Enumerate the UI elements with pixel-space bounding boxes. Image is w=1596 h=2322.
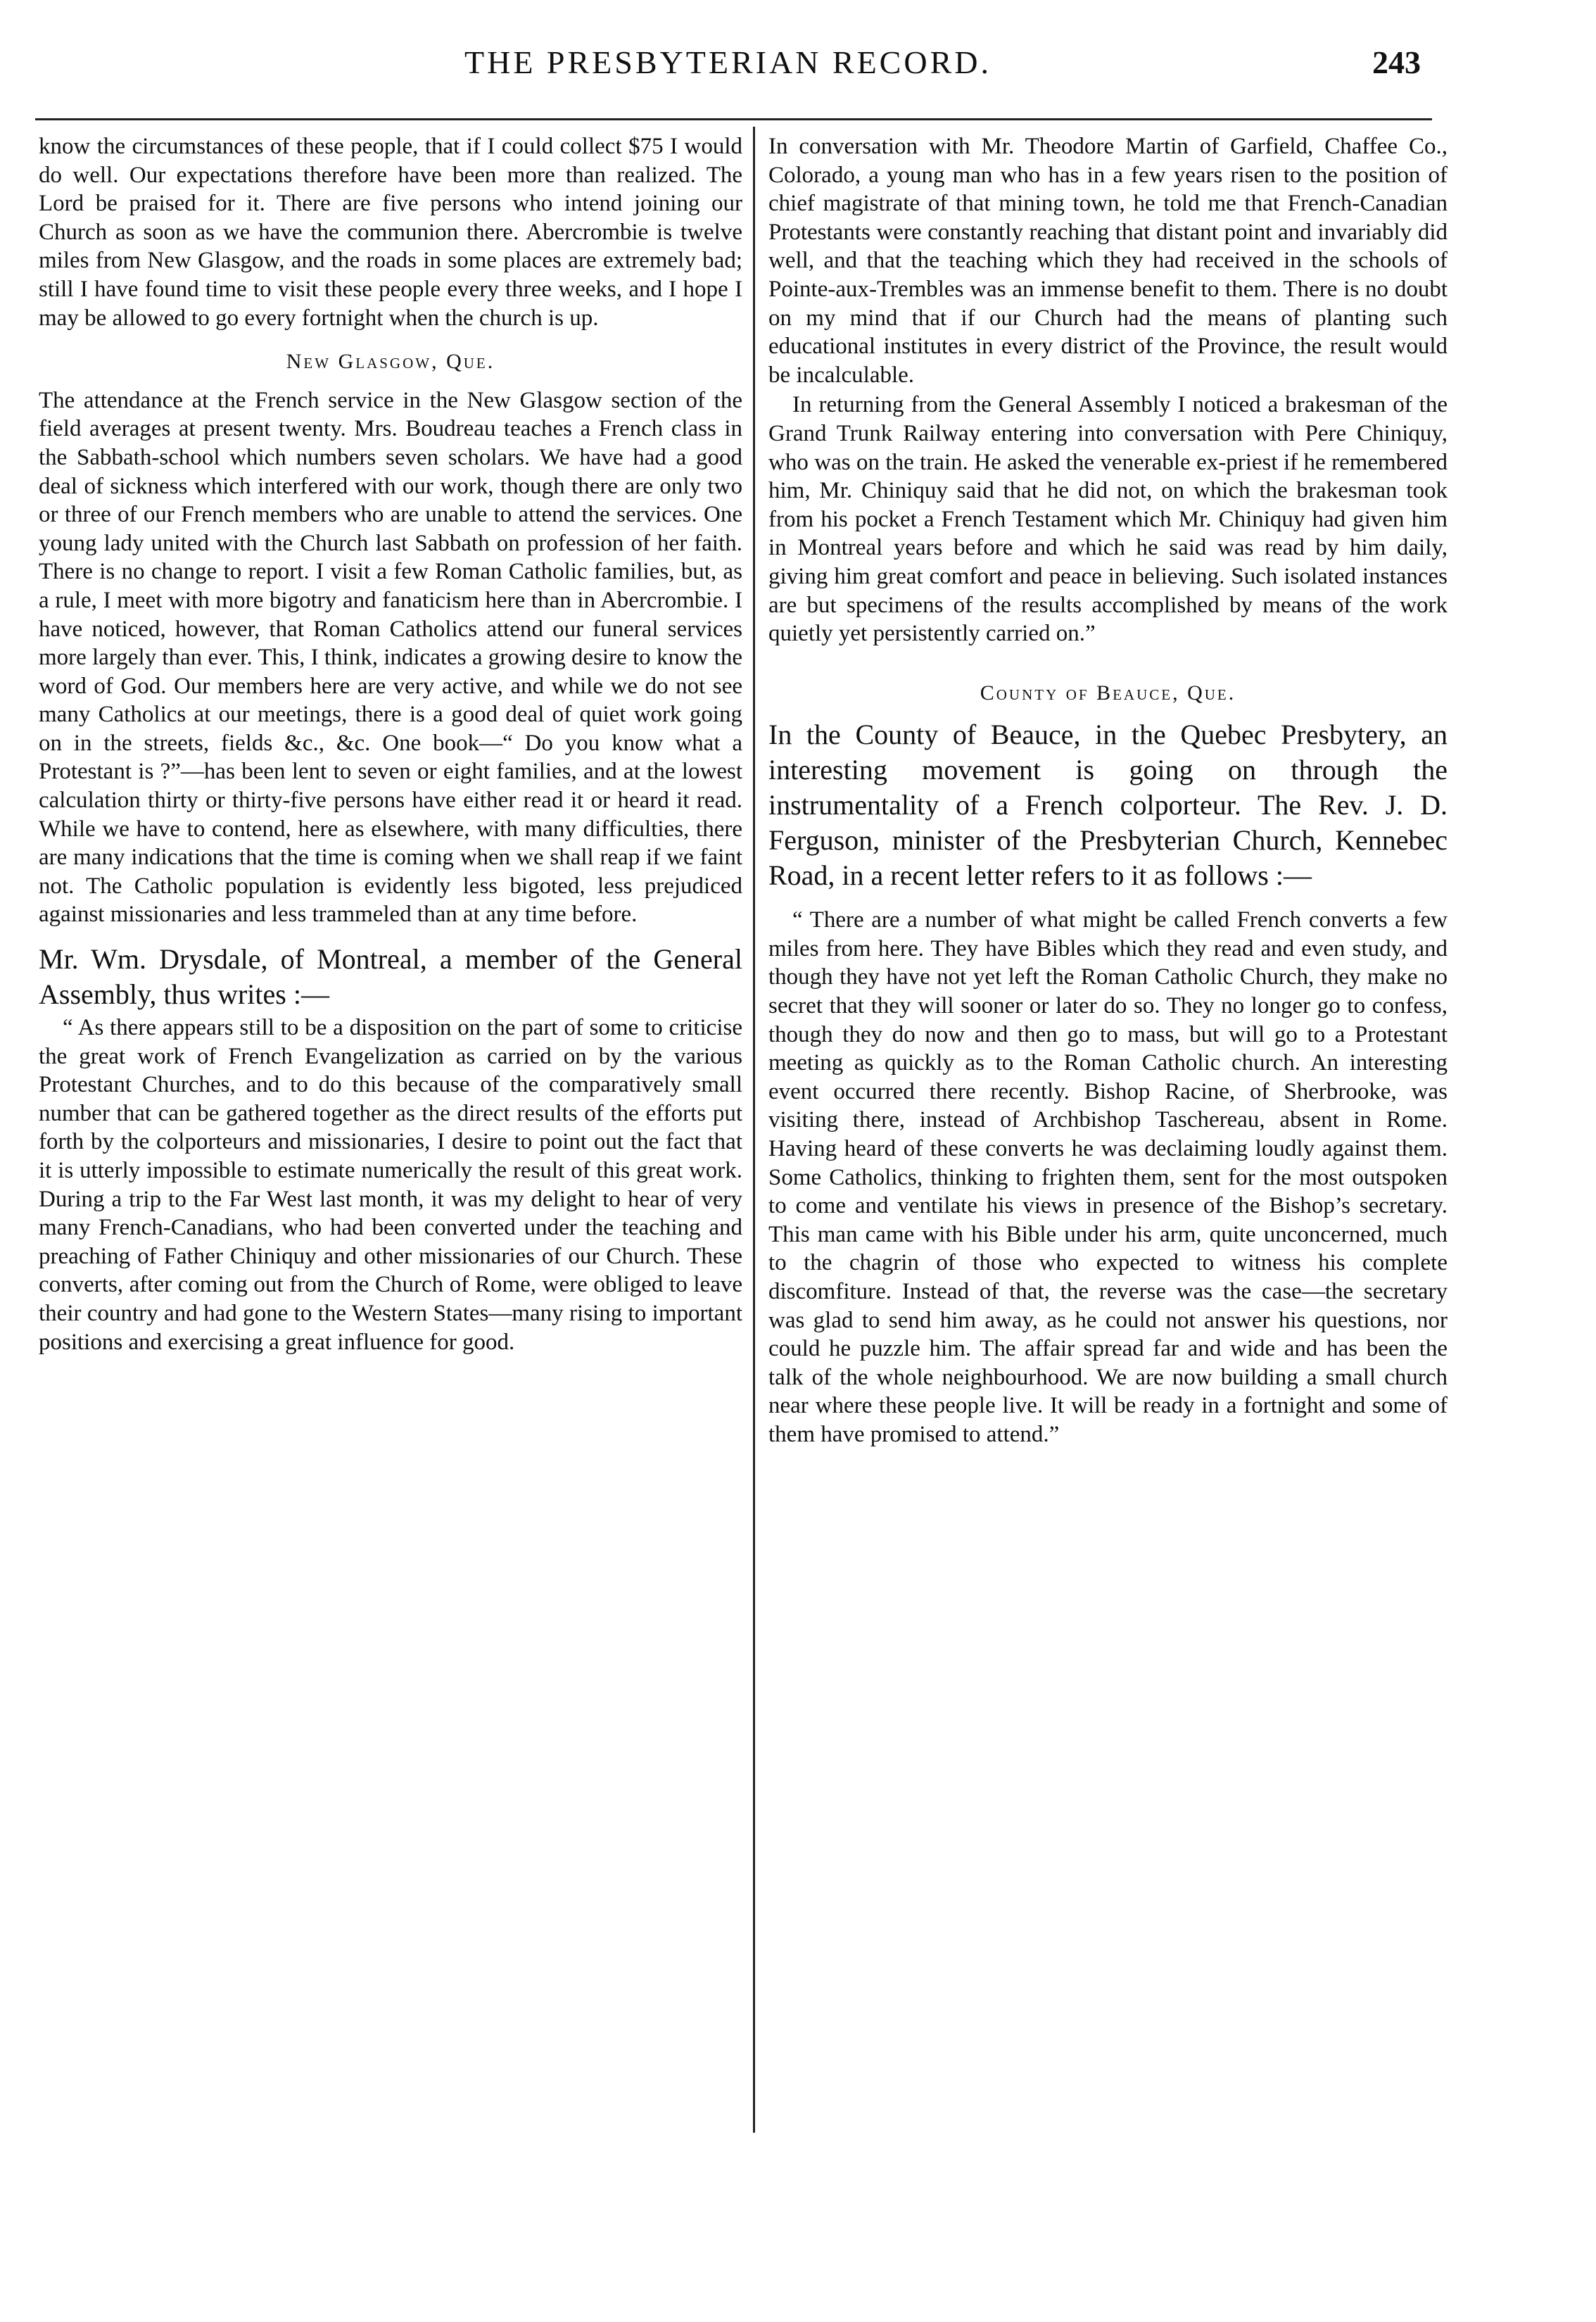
header-rule — [35, 118, 1432, 120]
page-number: 243 — [1372, 44, 1421, 80]
left-paragraph-3: Mr. Wm. Drysdale, of Montreal, a member of the General Assembly, thus writes :— — [39, 943, 742, 1011]
section-heading-new-glasgow: New Glasgow, Que. — [286, 350, 495, 374]
left-paragraph-2: The attendance at the French service in the New Glasgow section of the field averages at present twenty. Mrs. Boudreau teaches a French class in the Sabbath-school which numbers seven scholars. We have had a good deal of sickness which interfered with our work, though there are only two or three of our French members who are unable to attend the services. One young lady united with the Church last Sabbath on profession of her faith. There is no change to report. I visit a few Roman Catholic families, but, as a rule, I meet with more bigotry and fanaticism here than in Abercrombie. I have noticed, however, that Roman Catholics attend our funeral services more largely than ever. This, I think, indicates a growing desire to know the word of God. Our members here are very active, and while we do not see many Catholics at our meetings, there is a good deal of quiet work going on in the streets, fields &c., &c. One book—“ Do you know what a Protestant is ?”—has been lent to seven or eight families, and at the lowest calculation thirty or thirty-five persons have either read it or heard it read. While we have to contend, here as elsewhere, with many difficulties, there are many indications that the time is coming when we shall reap if we faint not. The Catholic population is evidently less bigoted, less prejudiced against missionaries and less trammeled than at any time before. — [39, 387, 742, 928]
column-divider — [753, 127, 755, 2133]
right-paragraph-3: In the County of Beauce, in the Quebec Presbytery, an interesting movement is going on through the instrumentality of a French colporteur. The Rev. J. D. Ferguson, minister of the Presbyterian Church, Kennebec Road, in a recent letter refers to it as follows :— — [768, 719, 1448, 892]
left-column — [39, 132, 742, 1356]
right-paragraph-1: In conversation with Mr. Theodore Martin of Garfield, Chaffee Co., Colorado, a young man who has in a few years risen to the position of chief magistrate of that mining town, he told me that French-Canadian Protestants were constantly reaching that distant point and invariably did well, and that the teaching which they had received in the schools of Pointe-aux-Trembles was an immense benefit to them. There is no doubt on my mind that if our Church had the means of planting such educational institutes in every district of the Province, the result would be incalculable. — [768, 134, 1448, 388]
running-title: THE PRESBYTERIAN RECORD. — [464, 44, 992, 80]
right-paragraph-4: “ There are a number of what might be called French converts a few miles from here. They have Bibles which they read and even study, and though they have not yet left the Roman Catholic Church, they make no secret that they will sooner or later do so. They no longer go to confess, though they do now and then go to mass, but will go to a Protestant meeting as quickly as to the Roman Catholic church. An interesting event occurred there recently. Bishop Racine, of Sherbrooke, was visiting there, instead of Archbishop Taschereau, absent in Rome. Having heard of these converts he was declaiming loudly against them. Some Catholics, thinking to frighten them, sent for the most outspoken to come and ventilate his views in presence of the Bishop’s secretary. This man came with his Bible under his arm, quite unconcerned, much to the chagrin of those who expected to witness his complete discomfiture. Instead of that, the reverse was the case—the secretary was glad to send him away, as he could not answer his questions, nor could he puzzle him. The affair spread far and wide and has been the talk of the whole neighbourhood. We are now building a small church near where these people live. It will be ready in a fortnight and some of them have promised to attend.” — [768, 907, 1448, 1447]
left-paragraph-4: “ As there appears still to be a disposition on the part of some to criticise the great work of French Evangelization as carried on by the various Protestant Churches, and to do this because of the comparatively small number that can be gathered together as the direct results of the efforts put forth by the colporteurs and missionaries, I desire to point out the fact that it is utterly impossible to estimate numerically the result of this great work. During a trip to the Far West last month, it was my delight to hear of very many French-Canadians, who had been converted under the teaching and preaching of Father Chiniquy and other missionaries of our Church. These converts, after coming out from the Church of Rome, were obliged to leave their country and had gone to the Western States—many rising to important positions and exercising a great influence for good. — [39, 1015, 742, 1355]
section-heading-beauce: County of Beauce, Que. — [980, 681, 1236, 705]
right-column — [768, 132, 1448, 1449]
right-paragraph-2: In returning from the General Assembly I noticed a brakesman of the Grand Trunk Railway entering into conversation with Pere Chiniquy, who was on the train. He asked the venerable ex-priest if he remembered him, Mr. Chiniquy said that he did not, on which the brakesman took from his pocket a French Testament which Mr. Chiniquy had given him in Montreal years before and which he said was read by him daily, giving him great comfort and peace in believing. Such isolated instances are but specimens of the results accomplished by means of the work quietly yet persistently carried on.” — [768, 392, 1448, 647]
left-paragraph-1: know the circumstances of these people, that if I could collect $75 I would do well. Our expectations therefore have been more than realized. The Lord be praised for it. There are five persons who intend joining our Church as soon as we have the communion there. Abercrombie is twelve miles from New Glasgow, and the roads in some places are extremely bad; still I have found time to visit these people every three weeks, and I hope I may be allowed to go every fortnight when the church is up. — [39, 134, 742, 331]
